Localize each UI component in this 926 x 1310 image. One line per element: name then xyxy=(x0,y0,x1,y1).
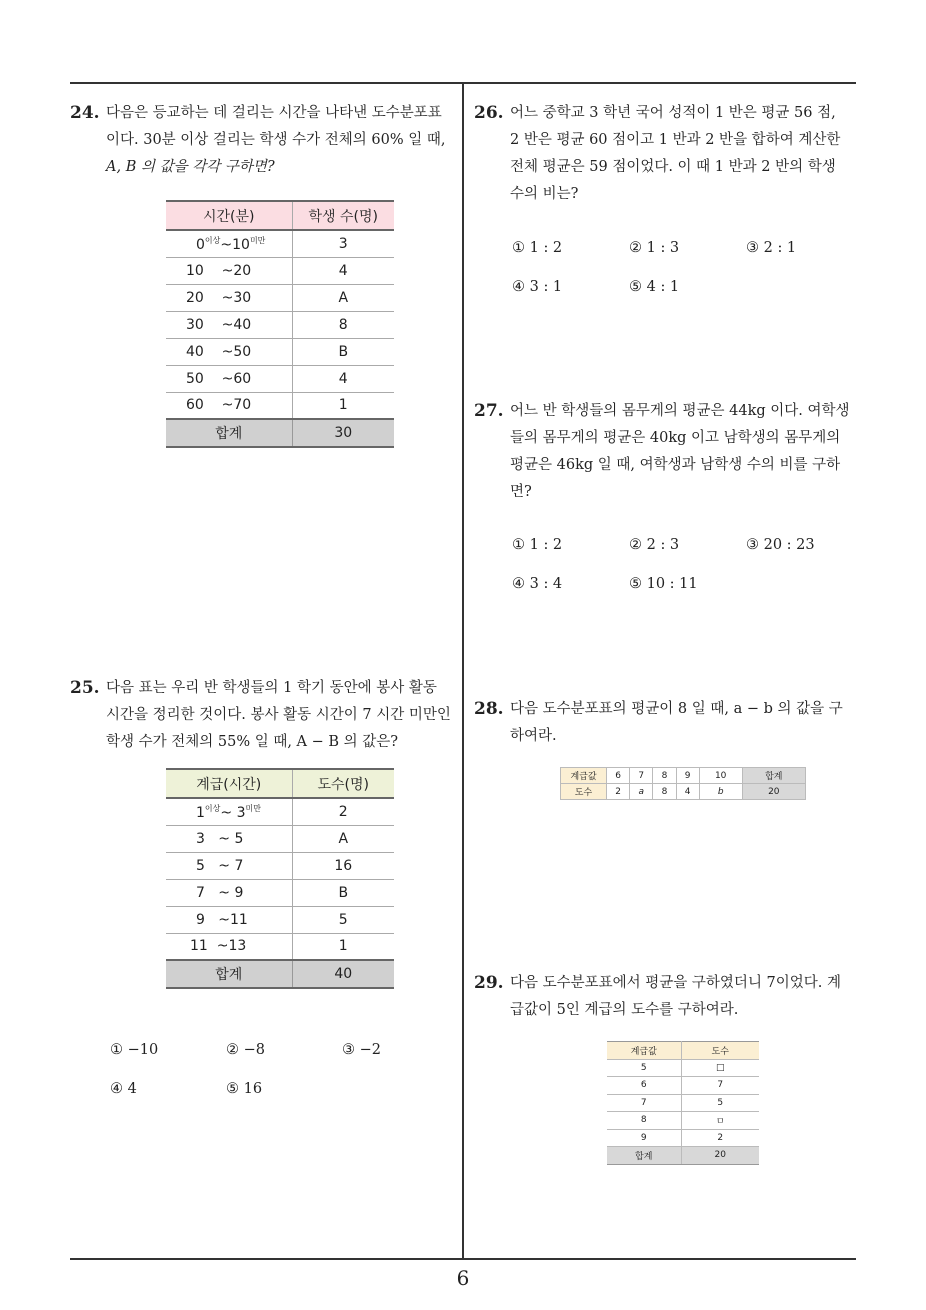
question-number: 27. xyxy=(474,401,504,421)
question-line: 다음 도수분포표의 평균이 8 일 때, a − b 의 값을 구 xyxy=(510,701,843,717)
table-header: 학생 수(명) xyxy=(292,201,394,230)
option[interactable]: ② 1 : 3 xyxy=(629,240,680,256)
table-row: 도수 2 a 8 4 b 20 xyxy=(561,784,806,800)
table-row: 5 ~ 7 16 xyxy=(166,852,394,879)
table-row: 20 ~30 A xyxy=(166,284,394,311)
options-25 xyxy=(110,1042,450,1102)
question-line: 이다. 30분 이상 걸리는 학생 수가 전체의 60% 일 때, xyxy=(106,132,446,148)
options-27 xyxy=(512,537,852,597)
table-row: $0^{이상}\sim 10^{미만}$ 3 xyxy=(166,230,394,257)
option[interactable]: ① −10 xyxy=(110,1042,159,1058)
table-row: 11 ~13 1 xyxy=(166,933,394,960)
question-line: 2 반은 평균 60 점이고 1 반과 2 반을 합하여 계산한 xyxy=(510,132,841,148)
question-line: 학생 수가 전체의 55% 일 때, A − B 의 값은? xyxy=(106,734,399,750)
question-25 xyxy=(70,675,458,756)
question-number: 25. xyxy=(70,678,100,698)
question-28 xyxy=(474,696,860,750)
page-number: 6 xyxy=(456,1266,470,1290)
table-row: $1^{이상}\sim$ $3^{미만}$ 2 xyxy=(166,798,394,825)
question-number: 26. xyxy=(474,103,504,123)
table-row: 계급값 6 7 8 9 10 합계 xyxy=(561,768,806,784)
table-row: 7 ~ 9 B xyxy=(166,879,394,906)
table-row: 7 5 xyxy=(607,1094,759,1112)
table-row: 30 ~40 8 xyxy=(166,311,394,338)
question-line: 다음 표는 우리 반 학생들의 1 학기 동안에 봉사 활동 xyxy=(106,680,437,696)
question-line: 어느 반 학생들의 몸무게의 평균은 44kg 이다. 여학생 xyxy=(510,403,850,419)
frequency-table-28 xyxy=(560,767,806,800)
table-row: 3 ~ 5 A xyxy=(166,825,394,852)
question-line: 평균은 46kg 일 때, 여학생과 남학생 수의 비를 구하 xyxy=(510,457,841,473)
frequency-table-24 xyxy=(166,200,394,448)
question-29 xyxy=(474,970,860,1024)
table-header: 시간(분) xyxy=(166,201,292,230)
table-row: 60 ~70 1 xyxy=(166,392,394,419)
table-row: 9 2 xyxy=(607,1129,759,1147)
question-27 xyxy=(474,398,860,506)
option[interactable]: ③ −2 xyxy=(342,1042,381,1058)
option[interactable]: ③ 20 : 23 xyxy=(746,537,815,553)
options-26 xyxy=(512,240,852,300)
table-row: 8 ㅁ xyxy=(607,1112,759,1130)
table-row: 10 ~20 4 xyxy=(166,257,394,284)
question-line: 면? xyxy=(510,484,532,500)
question-line: 전체 평균은 59 점이었다. 이 때 1 반과 2 반의 학생 xyxy=(510,159,836,175)
option[interactable]: ⑤ 10 : 11 xyxy=(629,576,698,592)
question-line: 급값이 5인 계급의 도수를 구하여라. xyxy=(510,1002,739,1018)
table-row: 6 7 xyxy=(607,1077,759,1095)
question-line: 다음 도수분포표에서 평균을 구하였더니 7이었다. 계 xyxy=(510,975,842,991)
option[interactable]: ⑤ 16 xyxy=(226,1081,263,1097)
option[interactable]: ② 2 : 3 xyxy=(629,537,680,553)
table-header-row: 계급값 도수 xyxy=(607,1042,759,1060)
table-total-row: 합계 20 xyxy=(607,1147,759,1165)
question-26 xyxy=(474,100,860,208)
frequency-table-29 xyxy=(607,1041,759,1165)
option[interactable]: ④ 3 : 4 xyxy=(512,576,563,592)
option[interactable]: ① 1 : 2 xyxy=(512,240,563,256)
table-row: 40 ~50 B xyxy=(166,338,394,365)
frequency-table-25 xyxy=(166,768,394,989)
question-number: 24. xyxy=(70,103,100,123)
table-header: 계급(시간) xyxy=(166,769,292,798)
question-line: 수의 비는? xyxy=(510,186,579,202)
table-header: 도수(명) xyxy=(292,769,394,798)
question-line: 다음은 등교하는 데 걸리는 시간을 나타낸 도수분포표 xyxy=(106,105,442,121)
option[interactable]: ① 1 : 2 xyxy=(512,537,563,553)
question-line: A, B 의 값을 각각 구하면? xyxy=(106,159,275,175)
option[interactable]: ② −8 xyxy=(226,1042,265,1058)
question-line: 시간을 정리한 것이다. 봉사 활동 시간이 7 시간 미만인 xyxy=(106,707,451,723)
table-total-row: 합계 30 xyxy=(166,419,394,447)
question-line: 하여라. xyxy=(510,728,557,744)
option[interactable]: ⑤ 4 : 1 xyxy=(629,279,680,295)
option[interactable]: ④ 3 : 1 xyxy=(512,279,563,295)
option[interactable]: ③ 2 : 1 xyxy=(746,240,797,256)
table-row: 9 ~11 5 xyxy=(166,906,394,933)
option[interactable]: ④ 4 xyxy=(110,1081,137,1097)
question-24 xyxy=(70,100,458,181)
question-number: 28. xyxy=(474,699,504,719)
question-line: 들의 몸무게의 평균은 40kg 이고 남학생의 몸무게의 xyxy=(510,430,841,446)
table-row: 5 □ xyxy=(607,1059,759,1077)
question-number: 29. xyxy=(474,973,504,993)
column-divider xyxy=(462,83,464,1259)
question-line: 어느 중학교 3 학년 국어 성적이 1 반은 평균 56 점, xyxy=(510,105,836,121)
table-row: 50 ~60 4 xyxy=(166,365,394,392)
table-total-row: 합계 40 xyxy=(166,960,394,988)
bottom-rule xyxy=(70,1258,856,1260)
